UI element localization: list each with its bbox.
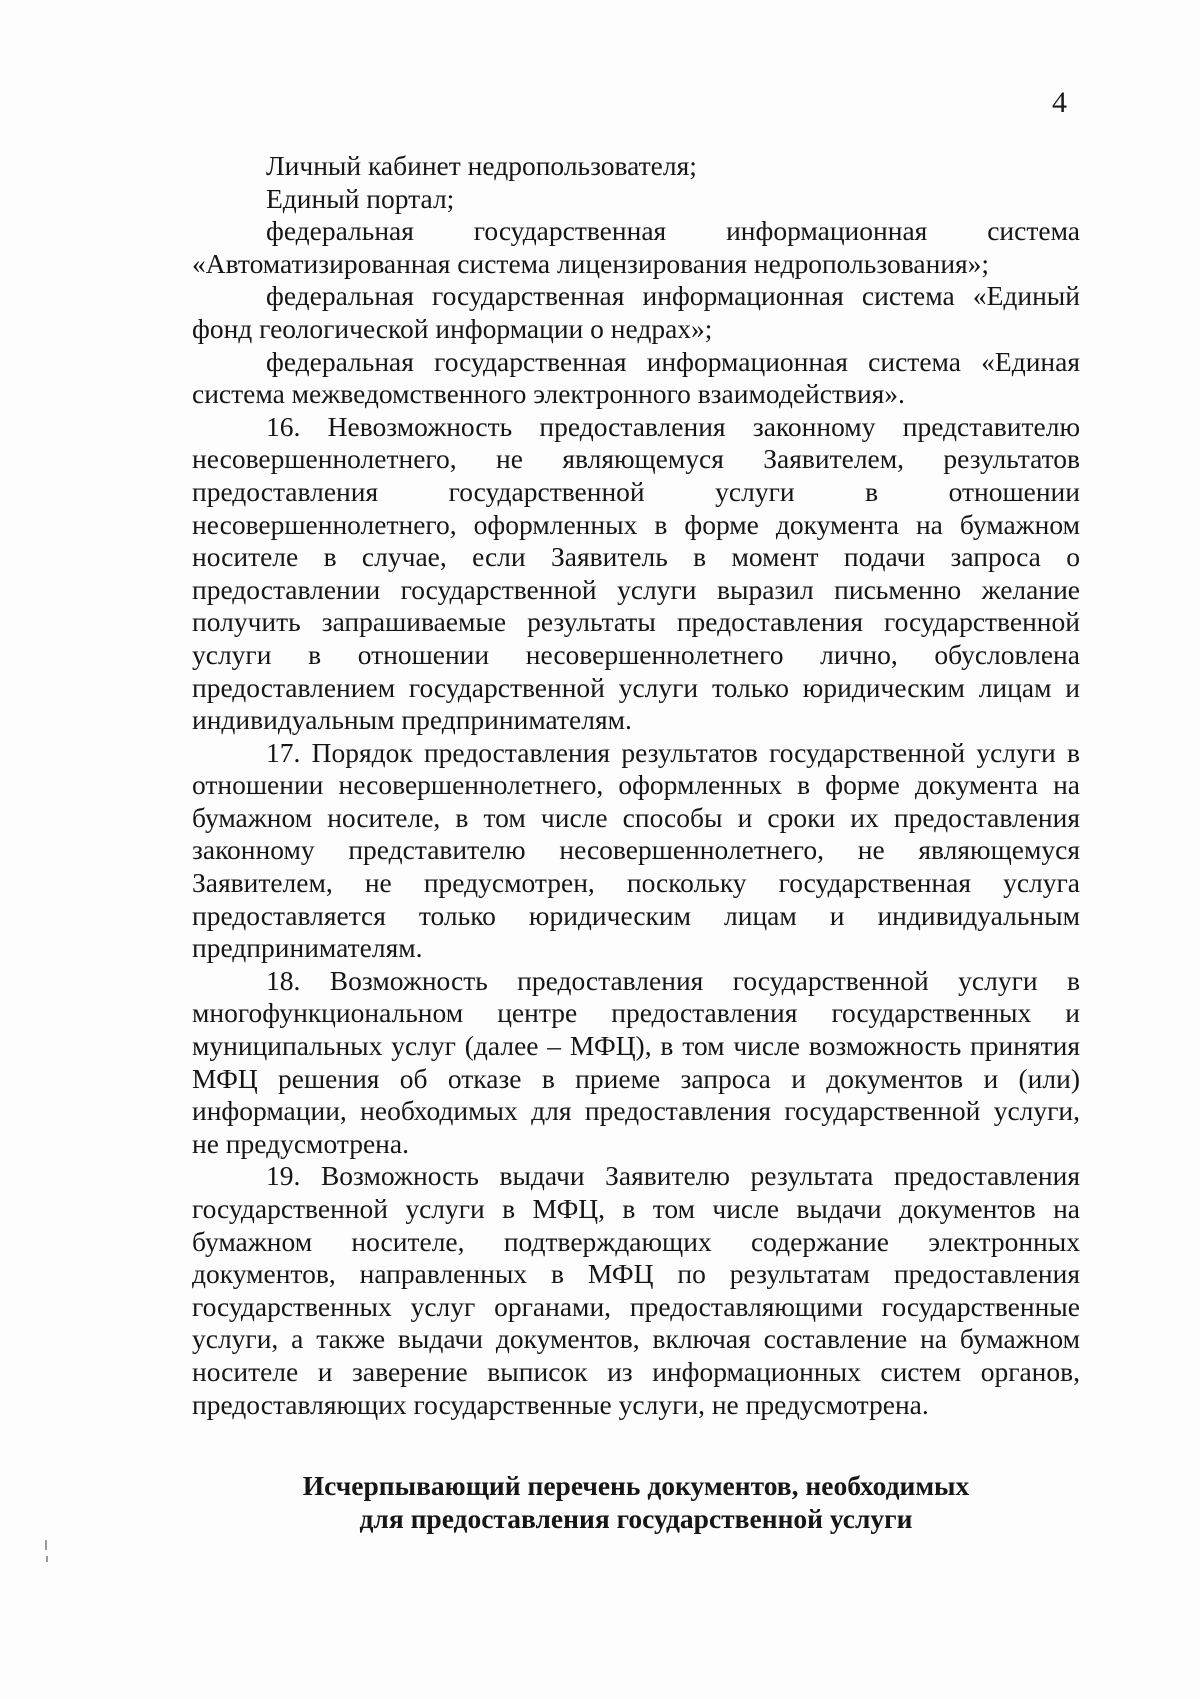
document-body bbox=[192, 150, 1080, 1421]
section-heading-line-2: для предоставления государственной услуги bbox=[359, 1503, 913, 1534]
paragraph-item-16: 16. Невозможность предоставления законному представителю несовершеннолетнего, не являющемуся Заявителем, результатов предоставления государственной услуги в отношении несовершеннолетнего, оформленных в форме документа на бумажном носителе в случае, если Заявитель в момент подачи запроса о предоставлении государственной услуги выразил письменно желание получить запрашиваемые результаты предоставления государственной услуги в отношении несовершеннолетнего лично, обусловлена предоставлением государственной услуги только юридическим лицам и индивидуальным предпринимателям. bbox=[192, 410, 1080, 736]
paragraph-item-19: 19. Возможность выдачи Заявителю результата предоставления государственной услуги в МФЦ, в том числе выдачи документов на бумажном носителе, подтверждающих содержание электронных документов, направленных в МФЦ по результатам предоставления государственных услуг органами, предоставляющими государственные услуги, а также выдачи документов, включая составление на бумажном носителе и заверение выписок из информационных систем органов, предоставляющих государственные услуги, не предусмотрена. bbox=[192, 1160, 1080, 1420]
paragraph-lk-user: Личный кабинет недропользователя; bbox=[266, 150, 697, 181]
paragraph-fgis-smev: федеральная государственная информационная система «Единая система межведомственного электронного взаимодействия». bbox=[192, 345, 1080, 410]
paragraph-fgis-geology-fund: федеральная государственная информационная система «Единый фонд геологической информации о недрах»; bbox=[192, 280, 1080, 344]
section-heading-line-1: Исчерпывающий перечень документов, необходимых bbox=[302, 1470, 970, 1501]
scan-artifact bbox=[45, 1540, 47, 1550]
paragraph-fgis-licensing: федеральная государственная информационная система «Автоматизированная система лицензирования недропользования»; bbox=[192, 215, 1080, 279]
paragraph-item-17: 17. Порядок предоставления результатов государственной услуги в отношении несовершеннолетнего, оформленных в форме документа на бумажном носителе, в том числе способы и сроки их предоставления законному представителю несовершеннолетнего, не являющемуся Заявителем, не предусмотрен, поскольку государственная услуга предоставляется только юридическим лицам и индивидуальным предпринимателям. bbox=[192, 736, 1080, 964]
section-heading bbox=[192, 1469, 1080, 1535]
paragraph-item-18: 18. Возможность предоставления государственной услуги в многофункциональном центре предоставления государственных и муниципальных услуг (далее – МФЦ), в том числе возможность принятия МФЦ решения об отказе в приеме запроса и документов и (или) информации, необходимых для предоставления государственной услуги, не предусмотрена. bbox=[192, 964, 1080, 1159]
paragraph-unified-portal: Единый портал; bbox=[266, 182, 455, 214]
page-number: 4 bbox=[1052, 86, 1067, 119]
scan-artifact bbox=[46, 1556, 48, 1562]
